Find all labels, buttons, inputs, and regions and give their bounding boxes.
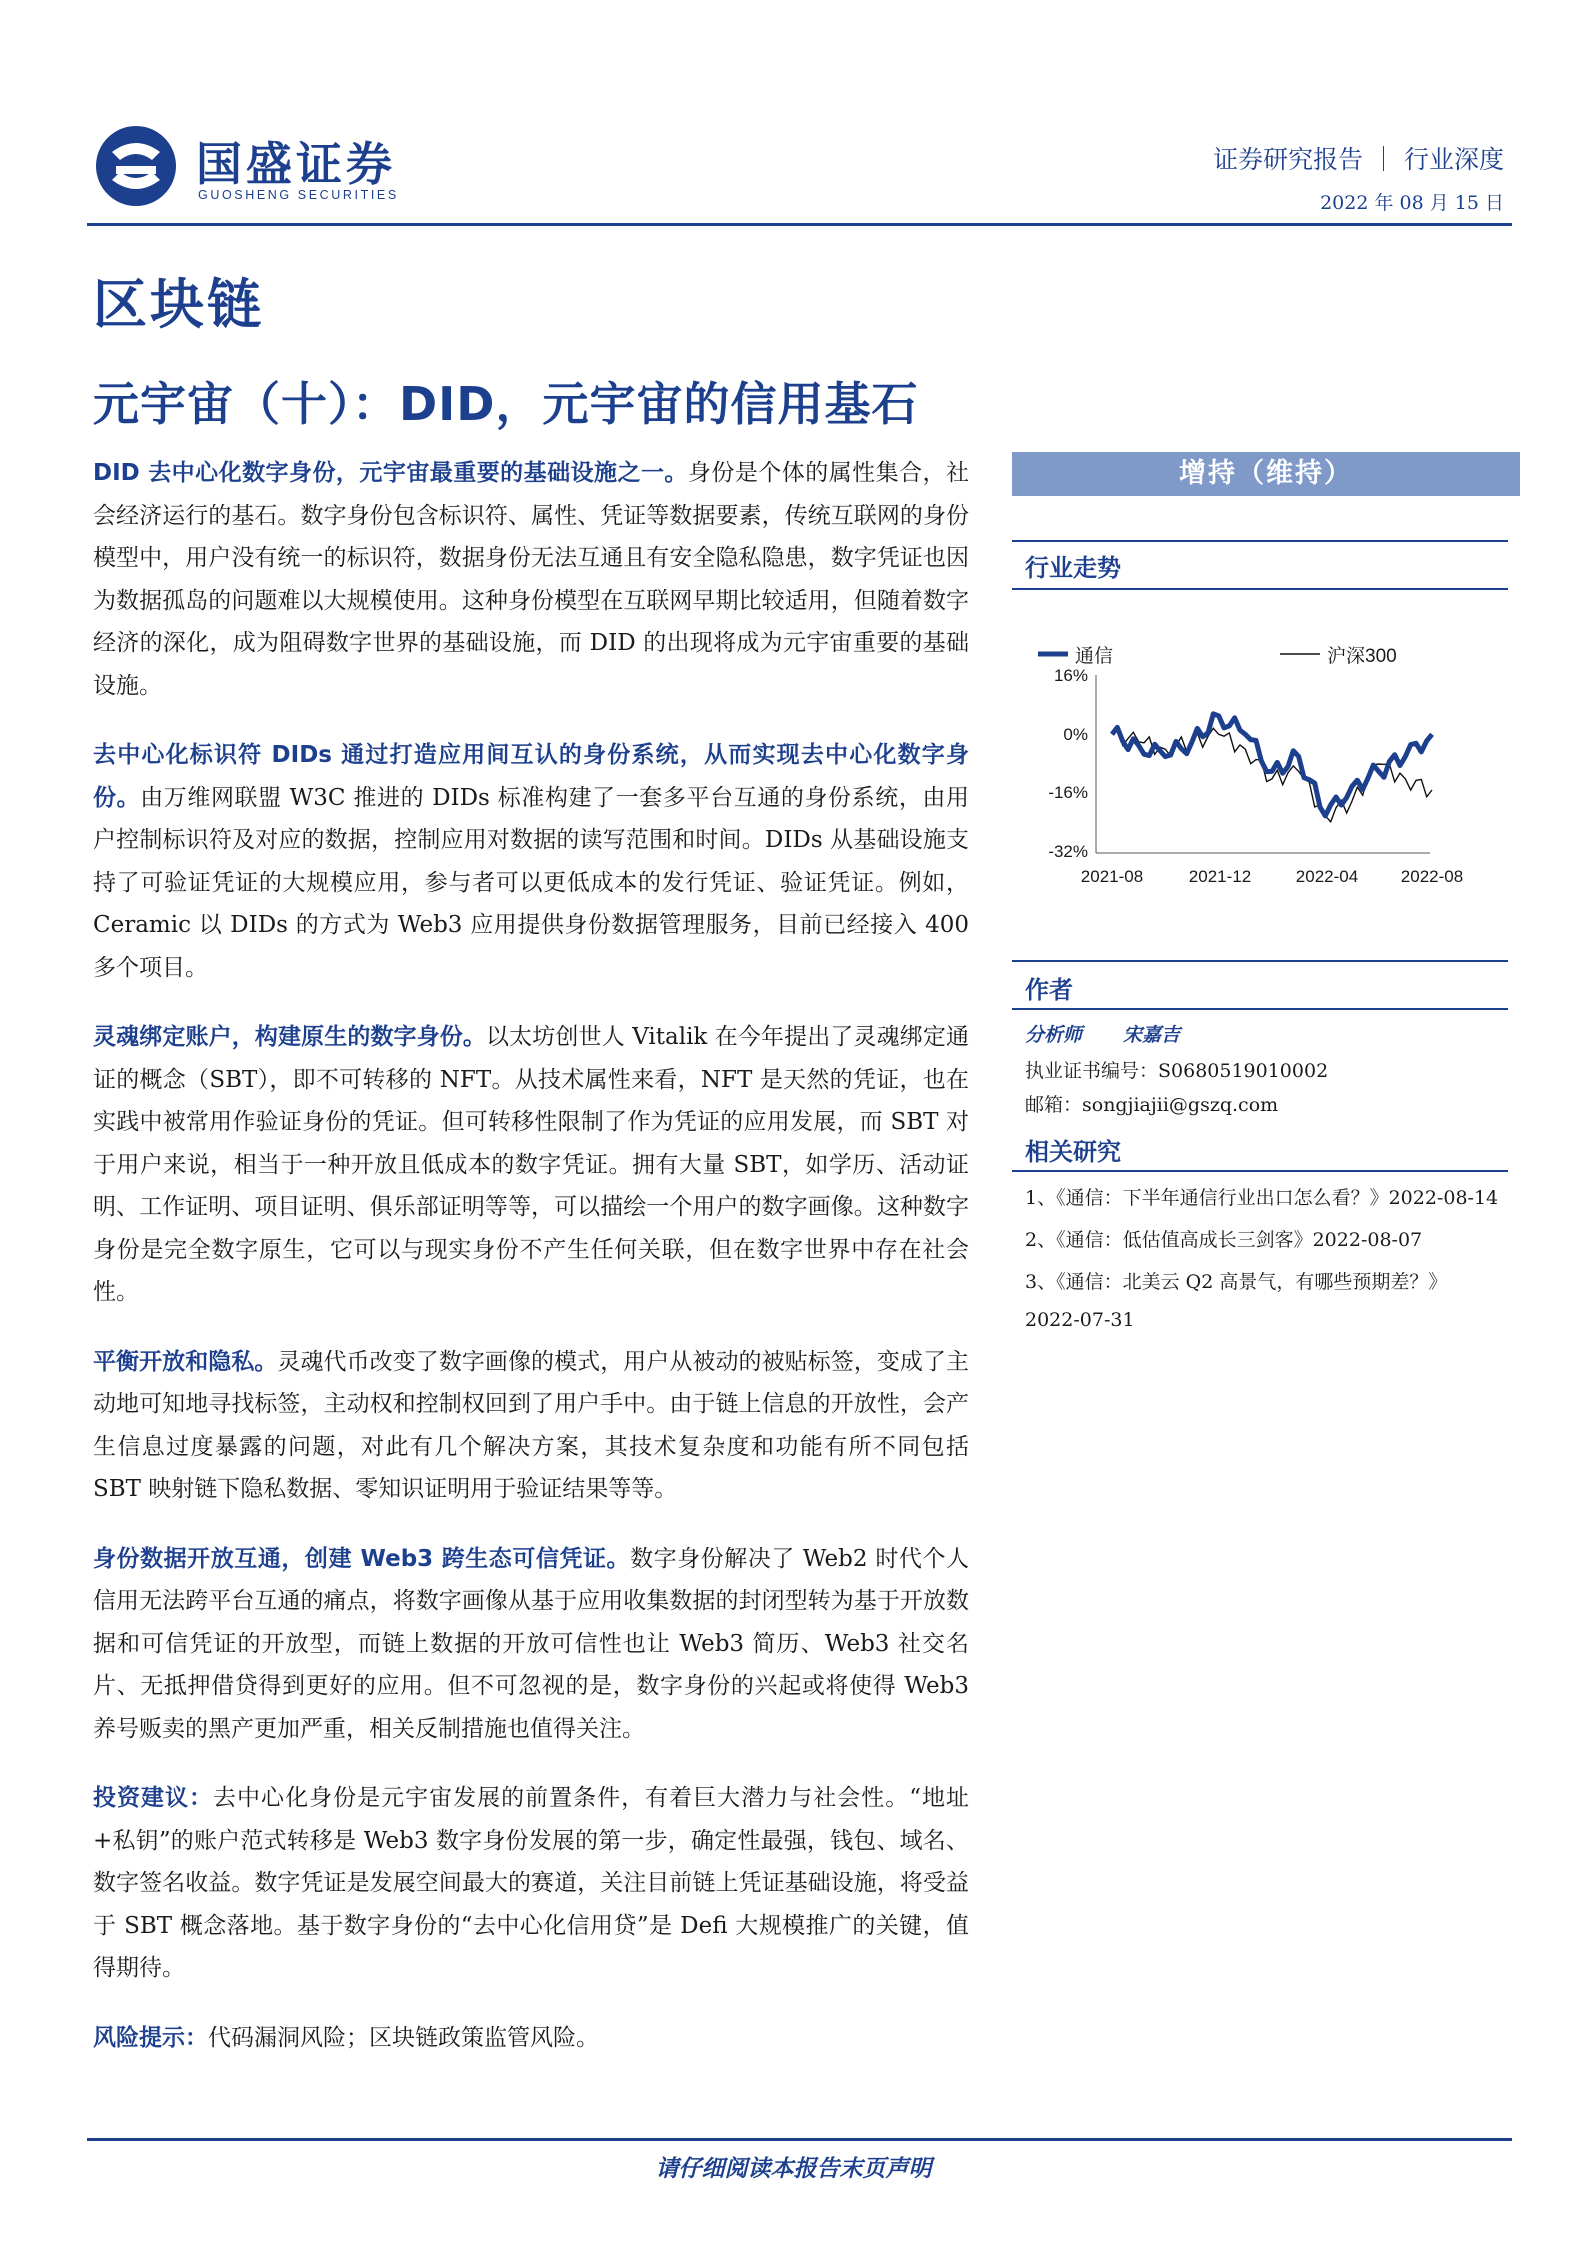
paragraph-lead: 投资建议： <box>93 1785 214 1811</box>
sidebar-divider <box>1012 540 1508 542</box>
paragraph-lead: 去中心化标识符 DIDs 通过打造应用间互认的身份系统，从而实现去中心化数字身份。 <box>93 742 969 811</box>
paragraph-lead: 灵魂绑定账户，构建原生的数字身份。 <box>93 1024 487 1050</box>
report-date: 2022 年 08 月 15 日 <box>1320 192 1504 214</box>
trend-chart-svg <box>1030 628 1510 888</box>
report-body <box>93 452 969 2086</box>
paragraph <box>93 1777 969 1990</box>
paragraph <box>93 734 969 989</box>
related-report[interactable]: 1、《通信：下半年通信行业出口怎么看？》2022-08-14 <box>1025 1187 1499 1209</box>
x-tick-label: 2022-08 <box>1400 867 1464 886</box>
sidebar-divider <box>1012 960 1508 962</box>
paragraph-lead: 平衡开放和隐私。 <box>93 1348 278 1375</box>
paragraph <box>93 1016 969 1314</box>
footer-divider <box>87 2138 1512 2141</box>
paragraph <box>93 1538 969 1751</box>
rating-badge: 增持（维持） <box>1012 452 1520 496</box>
related-title: 相关研究 <box>1025 1138 1121 1166</box>
analyst-name: 宋嘉吉 <box>1123 1024 1181 1046</box>
analyst-label: 分析师 <box>1025 1024 1083 1046</box>
paragraph-text: 数字身份解决了 Web2 时代个人信用无法跨平台互通的痛点，将数字画像从基于应用收集数据的封闭型转为基于开放数据和可信凭证的开放型，而链上数据的开放可信性也让 Web3 简历、Web3 社交名片、无抵押借贷得到更好的应用。但不可忽视的是，数字身份的兴起或将使得 Web3 养号贩卖的黑产更加严重，相关反制措施也值得关注。 <box>93 1545 969 1742</box>
header-divider <box>87 223 1512 226</box>
industry-trend-chart <box>1030 628 1510 888</box>
related-report[interactable]: 3、《通信：北美云 Q2 高景气，有哪些预期差？》 <box>1025 1271 1448 1293</box>
paragraph <box>93 1341 969 1511</box>
paragraph-text: 代码漏洞风险；区块链政策监管风险。 <box>208 2024 599 2051</box>
sidebar-divider <box>1012 1170 1508 1172</box>
y-tick-label: -16% <box>1048 783 1088 802</box>
footer-disclaimer: 请仔细阅读本报告末页声明 <box>655 2155 932 2182</box>
related-report[interactable]: 2、《通信：低估值高成长三剑客》2022-08-07 <box>1025 1229 1423 1251</box>
paragraph-text: 身份是个体的属性集合，社会经济运行的基石。数字身份包含标识符、属性、凭证等数据要素，传统互联网的身份模型中，用户没有统一的标识符，数据身份无法互通且有安全隐私隐患，数字凭证也因为数据孤岛的问题难以大规模使用。这种身份模型在互联网早期比较适用，但随着数字经济的深化，成为阻碍数字世界的基础设施，而 DID 的出现将成为元宇宙重要的基础设施。 <box>93 460 970 699</box>
y-tick-label: 16% <box>1053 666 1088 685</box>
author-title: 作者 <box>1025 976 1073 1004</box>
paragraph <box>93 2017 969 2060</box>
x-tick-label: 2022-04 <box>1295 867 1359 886</box>
logo-emblem-icon <box>92 122 184 210</box>
paragraph <box>93 452 969 707</box>
paragraph-text: 去中心化身份是元宇宙发展的前置条件，有着巨大潜力与社会性。“地址+私钥”的账户范式转移是 Web3 数字身份发展的第一步，确定性最强，钱包、域名、数字签名收益。数字凭证是发展空间最大的赛道，关注目前链上凭证基础设施，将受益于 SBT 概念落地。基于数字身份的“去中心化信用贷”是 Defi 大规模推广的关键，值得期待。 <box>93 1785 970 1981</box>
paragraph-text: 以太坊创世人 Vitalik 在今年提出了灵魂绑定通证的概念（SBT），即不可转移的 NFT。从技术属性来看，NFT 是天然的凭证，也在实践中被常用作验证身份的凭证。但可转移性限制了作为凭证的应用发展，而 SBT 对于用户来说，相当于一种开放且低成本的数字凭证。拥有大量 SBT，如学历、活动证明、工作证明、项目证明、俱乐部证明等等，可以描绘一个用户的数字画像。这种数字身份是完全数字原生，它可以与现实身份不产生任何关联，但在数字世界中存在社会性。 <box>93 1024 969 1305</box>
report-type: 证券研究报告 ｜ 行业深度 <box>1213 145 1504 174</box>
x-tick-label: 2021-08 <box>1080 867 1144 886</box>
sidebar-divider <box>1012 588 1508 590</box>
sidebar-divider <box>1012 1008 1508 1010</box>
logo-text-en: GUOSHENG SECURITIES <box>198 188 399 202</box>
trend-title: 行业走势 <box>1025 554 1121 582</box>
legend-label-hs300: 沪深300 <box>1327 646 1397 667</box>
paragraph-lead: 风险提示： <box>93 2024 208 2051</box>
paragraph-lead: DID 去中心化数字身份，元宇宙最重要的基础设施之一。 <box>93 460 688 486</box>
analyst-email[interactable]: 邮箱：songjiajii@gszq.com <box>1025 1094 1279 1116</box>
report-title: 元宇宙（十）：DID，元宇宙的信用基石 <box>93 377 919 431</box>
y-tick-label: 0% <box>1063 725 1088 744</box>
paragraph-text: 由万维网联盟 W3C 推进的 DIDs 标准构建了一套多平台互通的身份系统，由用户控制标识符及对应的数据，控制应用对数据的读写范围和时间。DIDs 从基础设施支持了可验证凭证的大规模应用，参与者可以更低成本的发行凭证、验证凭证。例如，Ceramic 以 DIDs 的方式为 Web3 应用提供身份数据管理服务，目前已经接入 400 多个项目。 <box>93 784 969 981</box>
license-number: 执业证书编号：S0680519010002 <box>1025 1060 1329 1082</box>
y-tick-label: -32% <box>1048 842 1088 861</box>
logo-text-cn: 国盛证券 <box>196 137 396 191</box>
company-logo <box>92 122 422 210</box>
paragraph-lead: 身份数据开放互通，创建 Web3 跨生态可信凭证。 <box>93 1545 631 1572</box>
related-report-date: 2022-07-31 <box>1025 1309 1135 1331</box>
x-tick-label: 2021-12 <box>1188 867 1252 886</box>
paragraph-text: 灵魂代币改变了数字画像的模式，用户从被动的被贴标签，变成了主动地可知地寻找标签，主动权和控制权回到了用户手中。由于链上信息的开放性，会产生信息过度暴露的问题，对此有几个解决方案，其技术复杂度和功能有所不同包括 SBT 映射链下隐私数据、零知识证明用于验证结果等等。 <box>93 1348 970 1502</box>
sector-title: 区块链 <box>93 273 264 336</box>
legend-label-telecom: 通信 <box>1075 646 1114 667</box>
